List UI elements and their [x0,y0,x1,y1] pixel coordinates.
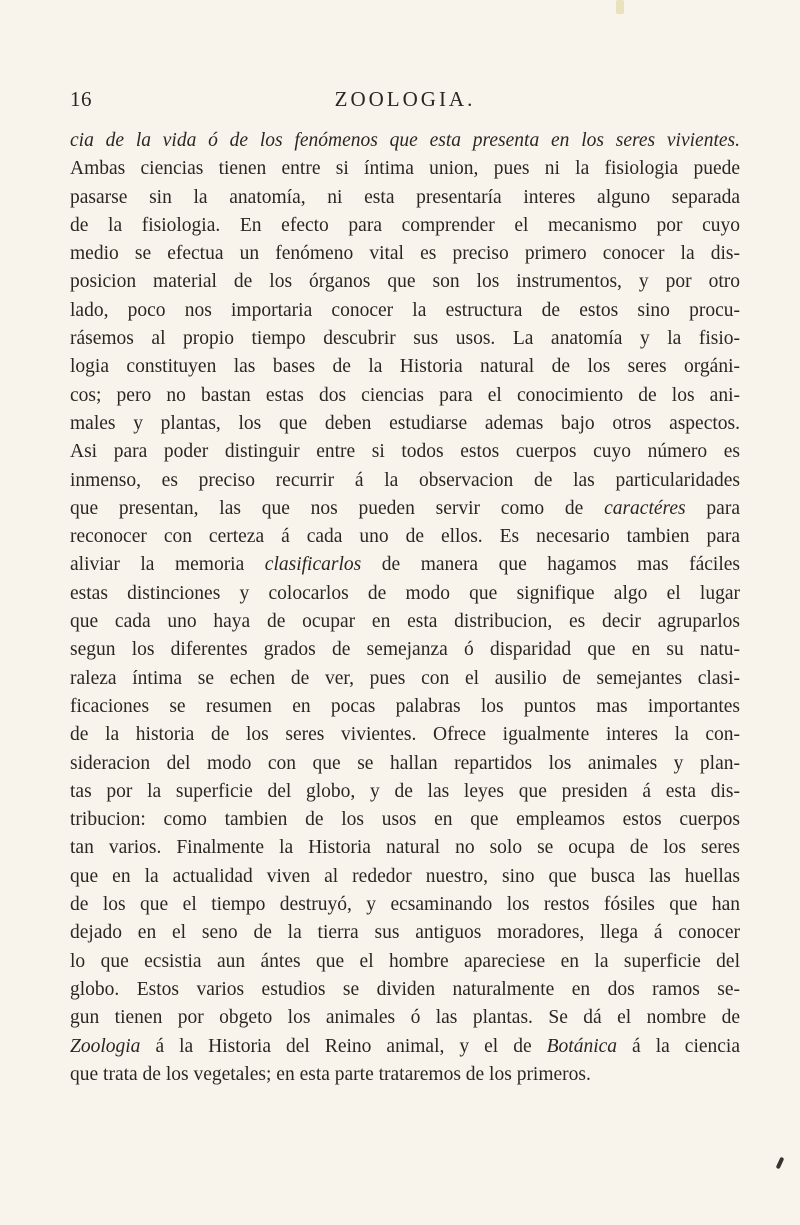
text-line [70,580,740,608]
text-run: Asi para poder distinguir entre si todos estos cuerpos cuyo número es [70,441,740,463]
text-run: tas por la superficie del globo, y de las leyes que presiden á esta dis- [70,780,740,802]
running-title: ZOOLOGIA. [334,87,476,111]
italic-text: Zoologia [70,1035,141,1057]
text-line [70,1033,740,1061]
text-line [70,721,740,749]
text-run: de manera que hagamos mas fáciles [361,554,740,576]
text-run: lado, poco nos importaria conocer la estructura de estos sino procu- [70,299,740,321]
text-line [70,523,740,551]
text-run: gun tienen por obgeto los animales ó las plantas. Se dá el nombre de [70,1007,740,1029]
text-line [70,127,740,155]
text-run: medio se efectua un fenómeno vital es preciso primero conocer la dis- [70,243,740,265]
italic-text: cia de la vida ó de los fenómenos que esta presenta en los seres vivientes. [70,130,740,151]
text-run: que cada uno haya de ocupar en esta distribucion, es decir agruparlos [70,611,740,633]
text-line [70,382,740,410]
text-line [70,750,740,778]
text-run: rásemos al propio tiempo descubrir sus usos. La anatomía y la fisio- [70,328,740,350]
text-run: lo que ecsistia aun ántes que el hombre apareciese en la superficie del [70,950,740,972]
text-line [70,834,740,862]
text-line [70,240,740,268]
text-run: posicion material de los órganos que son los instrumentos, y por otro [70,271,740,293]
text-run: sideracion del modo con que se hallan repartidos los animales y plan- [70,752,740,774]
text-run: reconocer con certeza á cada uno de ellos. Es necesario tambien para [70,526,740,548]
text-run: para [685,497,740,519]
text-line [70,184,740,212]
text-line [70,919,740,947]
text-run: de la historia de los seres vivientes. Ofrece igualmente interes la con- [70,724,740,746]
text-line [70,778,740,806]
text-run: logia constituyen las bases de la Historia natural de los seres orgáni- [70,356,740,378]
text-line [70,636,740,664]
text-line [70,438,740,466]
text-run: raleza íntima se echen de ver, pues con el ausilio de semejantes clasi- [70,667,740,689]
text-run: dejado en el seno de la tierra sus antiguos moradores, llega á conocer [70,922,740,944]
text-run: males y plantas, los que deben estudiarse ademas bajo otros aspectos. [70,412,740,434]
text-run: cos; pero no bastan estas dos ciencias para el conocimiento de los ani- [70,384,740,406]
text-line [70,891,740,919]
text-run: estas distinciones y colocarlos de modo que signifique algo el lugar [70,582,740,604]
text-line [70,297,740,325]
ink-mark [776,1157,785,1170]
text-run: de los que el tiempo destruyó, y ecsaminando los restos fósiles que han [70,894,740,916]
text-run: pasarse sin la anatomía, ni esta presentaría interes alguno separada [70,186,740,208]
text-line [70,325,740,353]
italic-text: Botánica [546,1035,618,1057]
text-line [70,948,740,976]
text-run: que trata de los vegetales; en esta parte trataremos de los primeros. [70,1063,591,1085]
text-run: globo. Estos varios estudios se dividen naturalmente en dos ramos se- [70,978,740,1000]
text-line [70,1061,740,1089]
text-run: inmenso, es preciso recurrir á la observacion de las particularidades [70,469,740,491]
text-run: que en la actualidad viven al rededor nuestro, sino que busca las huellas [70,865,740,887]
italic-text: caractéres [604,497,686,519]
text-line [70,551,740,579]
body-paragraph [70,127,740,1089]
text-run: de la fisiologia. En efecto para comprender el mecanismo por cuyo [70,214,740,236]
text-run: ficaciones se resumen en pocas palabras los puntos mas importantes [70,695,740,717]
text-line [70,1004,740,1032]
italic-text: clasificarlos [264,554,362,576]
text-run: aliviar la memoria [70,554,265,576]
paper-stain [616,0,624,14]
text-line [70,863,740,891]
text-line [70,693,740,721]
text-run: segun los diferentes grados de semejanza ó disparidad que en su natu- [70,639,740,661]
text-run: tribucion: como tambien de los usos en que empleamos estos cuerpos [70,809,740,831]
text-run: á la ciencia [617,1035,741,1057]
text-line [70,467,740,495]
page-number: 16 [70,87,92,111]
page-header [70,87,740,117]
text-line [70,268,740,296]
text-run: tan varios. Finalmente la Historia natural no solo se ocupa de los seres [70,837,740,859]
text-line [70,410,740,438]
text-run: que presentan, las que nos pueden servir como de [70,497,605,519]
text-line [70,806,740,834]
text-line [70,976,740,1004]
text-run: á la Historia del Reino animal, y el de [140,1035,547,1057]
text-line [70,665,740,693]
text-line [70,608,740,636]
text-run: Ambas ciencias tienen entre si íntima union, pues ni la fisiologia puede [70,158,740,180]
text-line [70,212,740,240]
text-line [70,353,740,381]
text-line [70,155,740,183]
text-line [70,495,740,523]
